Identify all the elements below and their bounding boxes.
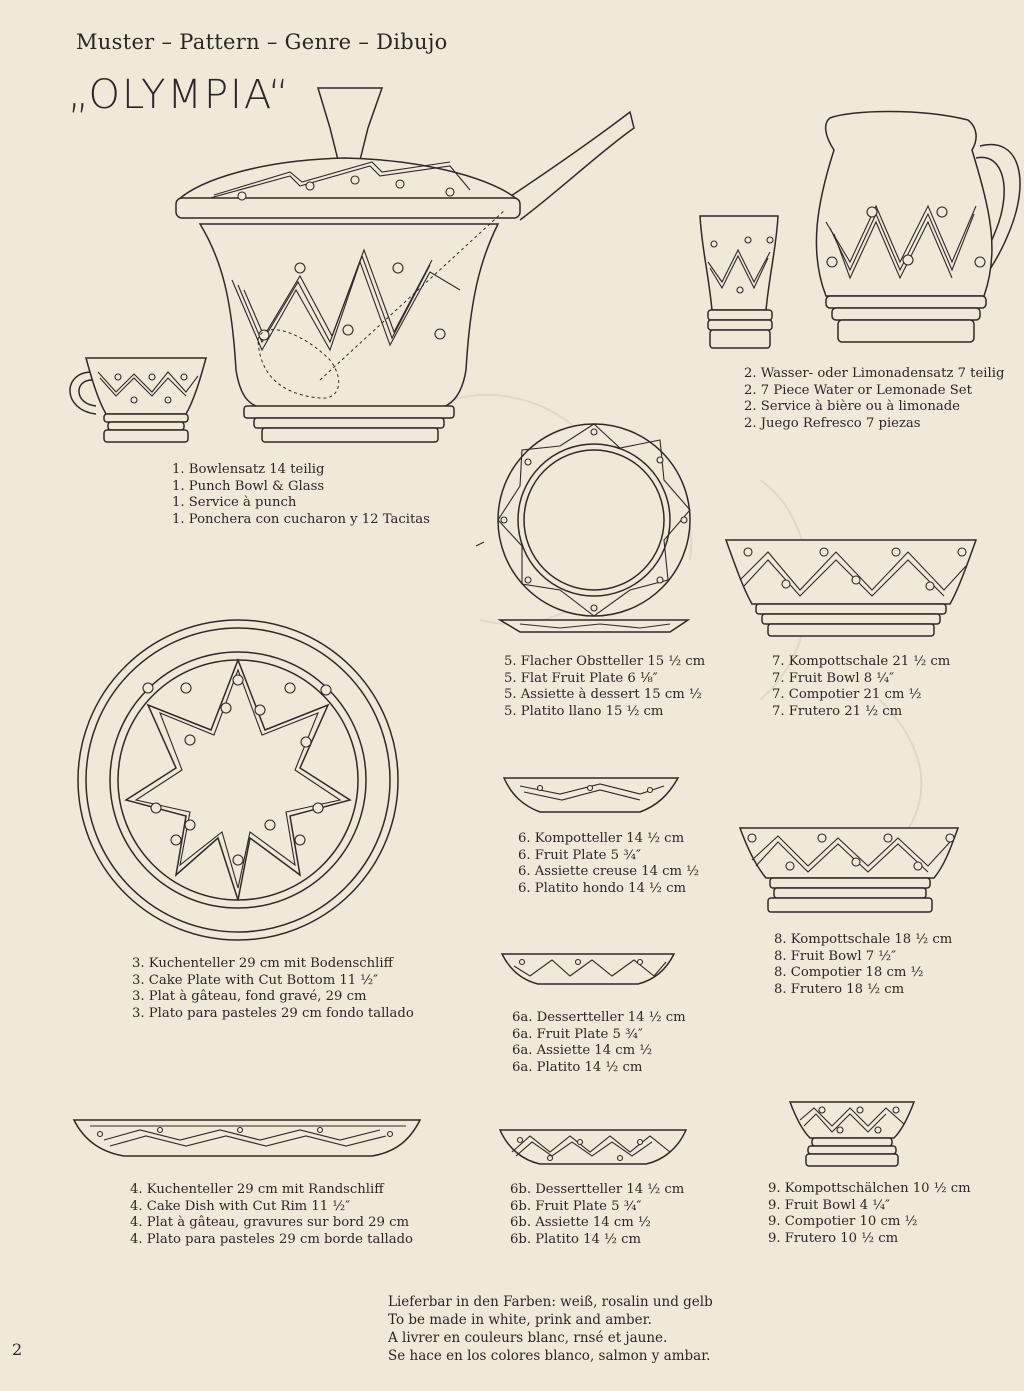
caption-line: 6b. Dessertteller 14 ½ cm <box>510 1182 685 1197</box>
caption-line: 3. Plato para pasteles 29 cm fondo tallado <box>132 1005 414 1021</box>
caption-line: 4. Cake Dish with Cut Rim 11 ½″ <box>130 1198 351 1214</box>
caption-fruit-bowl-7 <box>772 654 950 720</box>
caption-line: 7. Frutero 21 ½ cm <box>772 703 903 719</box>
colors-note <box>388 1293 713 1365</box>
caption-fruit-bowl-9 <box>768 1181 971 1247</box>
caption-line: 5. Assiette à dessert 15 cm ½ <box>504 687 702 703</box>
caption-line: 6. Platito hondo 14 ½ cm <box>518 880 687 896</box>
page-number: 2 <box>12 1340 23 1359</box>
caption-line: 6b. Assiette 14 cm ½ <box>510 1215 651 1231</box>
caption-line: 3. Kuchenteller 29 cm mit Bodenschliff <box>132 956 393 971</box>
fruit-plate-6-drawing <box>504 778 678 812</box>
caption-fruit-bowl-8 <box>774 932 952 998</box>
cake-plate-drawing <box>78 620 398 940</box>
caption-line: 8. Compotier 18 cm ½ <box>774 965 924 981</box>
jug-drawing <box>816 112 1020 343</box>
caption-fruit-plate-6 <box>518 831 699 897</box>
caption-punch-bowl <box>172 462 430 528</box>
caption-line: 8. Fruit Bowl 7 ½″ <box>774 948 897 964</box>
caption-line: 9. Kompottschälchen 10 ½ cm <box>768 1181 971 1196</box>
caption-line: 9. Compotier 10 cm ½ <box>768 1214 918 1230</box>
fruit-bowl-7-drawing <box>726 540 976 636</box>
caption-water-set <box>744 366 1004 432</box>
caption-line: 1. Bowlensatz 14 teilig <box>172 462 325 477</box>
dessert-plate-6b-drawing <box>500 1130 686 1164</box>
pattern-header: Muster – Pattern – Genre – Dibujo <box>76 30 448 54</box>
caption-line: 2. Wasser- oder Limonadensatz 7 teilig <box>744 366 1005 381</box>
caption-line: 1. Ponchera con cucharon y 12 Tacitas <box>172 511 430 527</box>
caption-line: 6. Kompotteller 14 ½ cm <box>518 831 685 846</box>
footer-line: To be made in white, prink and amber. <box>388 1312 652 1328</box>
caption-line: 6a. Dessertteller 14 ½ cm <box>512 1010 686 1025</box>
caption-line: 2. Service à bière ou à limonade <box>744 399 960 415</box>
caption-line: 4. Kuchenteller 29 cm mit Randschliff <box>130 1182 384 1197</box>
caption-line: 2. Juego Refresco 7 piezas <box>744 415 921 431</box>
caption-line: 6b. Platito 14 ½ cm <box>510 1231 641 1247</box>
fruit-bowl-9-drawing <box>790 1102 914 1166</box>
caption-line: 6a. Fruit Plate 5 ¾″ <box>512 1026 643 1042</box>
footer-line: A livrer en couleurs blanc, rnsé et jaune. <box>388 1330 668 1346</box>
caption-line: 4. Plat à gâteau, gravures sur bord 29 cm <box>130 1215 409 1231</box>
caption-line: 9. Frutero 10 ½ cm <box>768 1230 899 1246</box>
caption-line: 6. Fruit Plate 5 ¾″ <box>518 847 641 863</box>
caption-cake-plate <box>132 956 414 1022</box>
caption-line: 1. Punch Bowl & Glass <box>172 478 325 494</box>
caption-flat-fruit-plate <box>504 654 705 720</box>
caption-line: 7. Fruit Bowl 8 ¼″ <box>772 670 895 686</box>
caption-line: 5. Flacher Obstteller 15 ½ cm <box>504 654 706 669</box>
cake-dish-drawing <box>74 1120 420 1156</box>
caption-line: 6. Assiette creuse 14 cm ½ <box>518 864 700 880</box>
dessert-plate-6a-drawing <box>502 954 674 984</box>
caption-line: 1. Service à punch <box>172 495 297 511</box>
footer-line: Se hace en los colores blanco, salmon y ambar. <box>388 1348 711 1364</box>
caption-line: 7. Kompottschale 21 ½ cm <box>772 654 951 669</box>
caption-line: 8. Frutero 18 ½ cm <box>774 981 905 997</box>
caption-line: 8. Kompottschale 18 ½ cm <box>774 932 953 947</box>
caption-line: 2. 7 Piece Water or Lemonade Set <box>744 382 972 398</box>
caption-line: 6a. Assiette 14 cm ½ <box>512 1043 653 1059</box>
caption-line: 4. Plato para pasteles 29 cm borde tallado <box>130 1231 413 1247</box>
caption-dessert-plate-6a <box>512 1010 686 1076</box>
caption-dessert-plate-6b <box>510 1182 684 1248</box>
fruit-bowl-8-drawing <box>740 828 958 912</box>
footer-line: Lieferbar in den Farben: weiß, rosalin und gelb <box>388 1294 713 1310</box>
punch-cup-drawing <box>70 358 206 442</box>
caption-line: 6a. Platito 14 ½ cm <box>512 1059 643 1075</box>
pattern-title: „OLYMPIA“ <box>68 72 291 118</box>
caption-cake-dish <box>130 1182 413 1248</box>
caption-line: 6b. Fruit Plate 5 ¾″ <box>510 1198 642 1214</box>
caption-line: 3. Cake Plate with Cut Bottom 11 ½″ <box>132 972 379 988</box>
caption-line: 5. Platito llano 15 ½ cm <box>504 703 664 719</box>
flat-fruit-plate-drawing <box>498 424 690 632</box>
caption-line: 9. Fruit Bowl 4 ¼″ <box>768 1197 891 1213</box>
caption-line: 3. Plat à gâteau, fond gravé, 29 cm <box>132 989 367 1005</box>
caption-line: 7. Compotier 21 cm ½ <box>772 687 922 703</box>
punch-bowl-drawing <box>176 88 634 442</box>
caption-line: 5. Flat Fruit Plate 6 ⅛″ <box>504 670 658 686</box>
tumbler-drawing <box>700 216 778 348</box>
